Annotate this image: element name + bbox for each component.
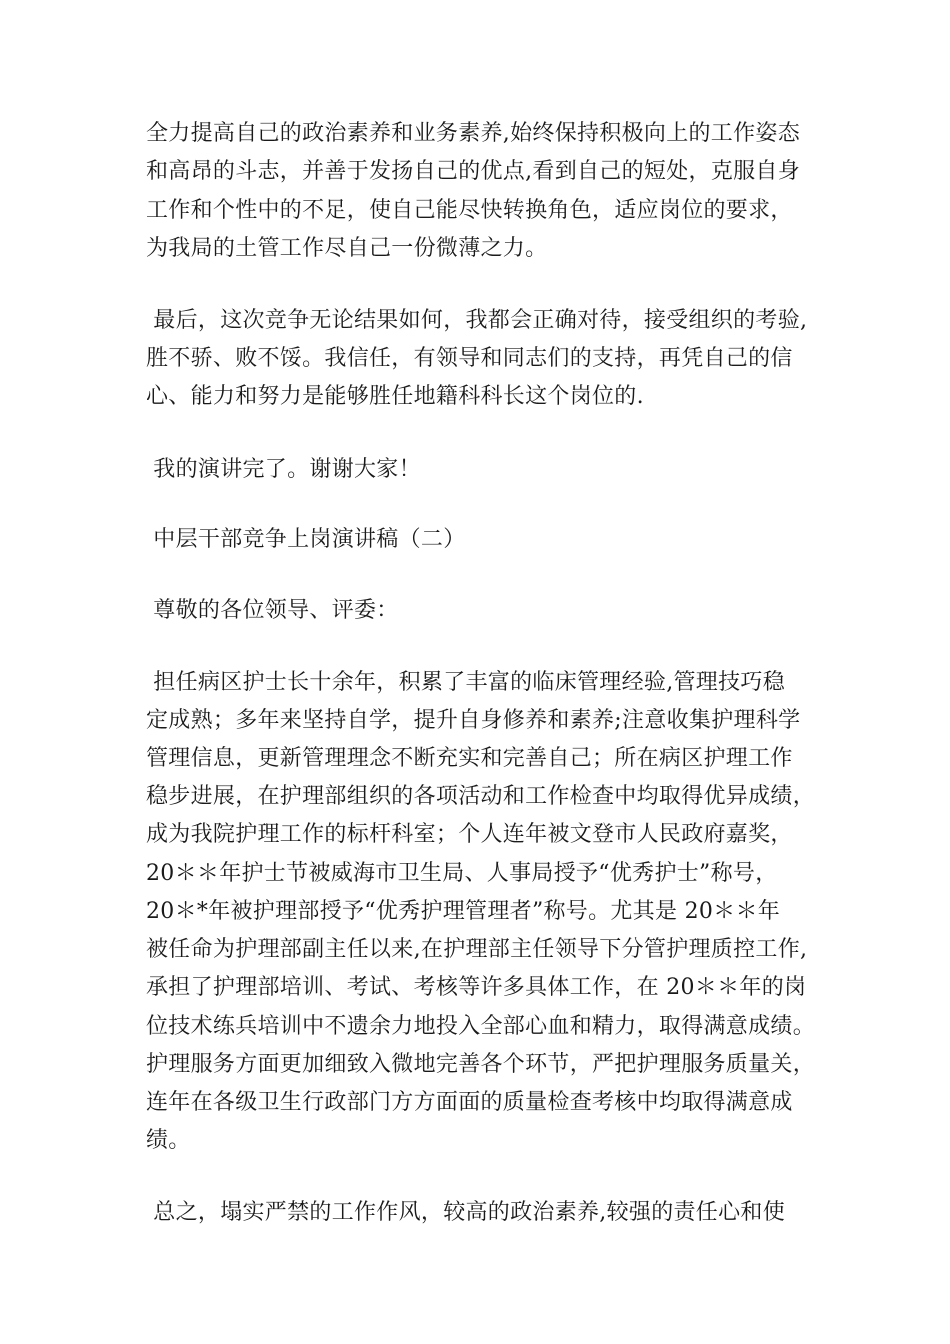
text-line: 管理信息，更新管理理念不断充实和完善自己；所在病区护理工作 [146,746,793,771]
closing-line: 我的演讲完了。谢谢大家！ [146,457,421,482]
text-line: 全力提高自己的政治素养和业务素养,始终保持积极向上的工作姿态 [146,121,800,146]
text-line: 担任病区护士长十余年，积累了丰富的临床管理经验,管理技巧稳 [146,670,785,695]
text-line: 被任命为护理部副主任以来,在护理部主任领导下分管护理质控工作, [146,937,808,962]
text-line: 绩。 [146,1128,191,1153]
text-line: 心、能力和努力是能够胜任地籍科科长这个岗位的. [146,384,644,409]
salutation: 尊敬的各位领导、评委： [146,598,399,623]
text-line: 成为我院护理工作的标杆科室；个人连年被文登市人民政府嘉奖， [146,822,793,847]
text-line: 工作和个性中的不足，使自己能尽快转换角色，适应岗位的要求， [146,198,793,223]
text-line: 和高昂的斗志，并善于发扬自己的优点,看到自己的短处，克服自身 [146,159,800,184]
text-line: 20＊*年被护理部授予“优秀护理管理者”称号。尤其是 20＊＊年 [146,899,781,924]
section-title: 中层干部竞争上岗演讲稿（二） [146,527,466,552]
text-line: 稳步进展，在护理部组织的各项活动和工作检查中均取得优异成绩， [146,784,816,809]
text-line: 为我局的土管工作尽自己一份微薄之力。 [146,236,548,261]
text-line: 胜不骄、败不馁。我信任，有领导和同志们的支持，再凭自己的信 [146,346,793,371]
text-line: 护理服务方面更加细致入微地完善各个环节，严把护理服务质量关， [146,1052,816,1077]
text-line: 连年在各级卫生行政部门方方面面的质量检查考核中均取得满意成 [146,1090,793,1115]
text-line: 20＊＊年护士节被威海市卫生局、人事局授予“优秀护士”称号， [146,861,778,886]
text-line: 最后，这次竞争无论结果如何，我都会正确对待，接受组织的考验, [146,308,808,333]
text-line: 定成熟；多年来坚持自学，提升自身修养和素养;注意收集护理科学 [146,708,801,733]
text-line: 承担了护理部培训、考试、考核等许多具体工作，在 20＊＊年的岗 [146,975,807,1000]
text-line: 总之，塌实严禁的工作作风，较高的政治素养,较强的责任心和使 [146,1200,785,1225]
text-line: 位技术练兵培训中不遗余力地投入全部心血和精力，取得满意成绩。 [146,1014,816,1039]
